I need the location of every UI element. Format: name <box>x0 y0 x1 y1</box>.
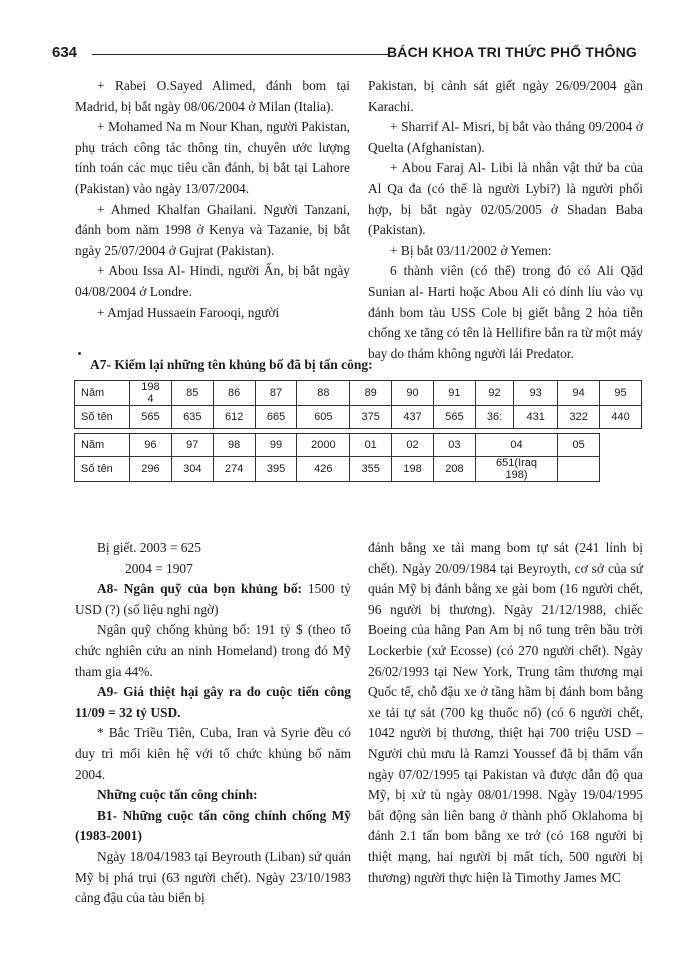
table-cell: 96 <box>130 434 172 457</box>
table-cell: 94 <box>558 381 600 406</box>
heading-a8: A8- Ngân quỹ của bọn khủng bố: <box>97 581 303 597</box>
table-cell: 91 <box>433 381 475 406</box>
bullet-dot <box>78 352 81 355</box>
statistics-table <box>74 380 642 482</box>
table-cell: 86 <box>213 381 255 406</box>
table-cell: 85 <box>171 381 213 406</box>
table-cell: 296 <box>130 457 172 482</box>
table-cell: 90 <box>392 381 434 406</box>
table-cell: 88 <box>297 381 350 406</box>
heading-major-attacks: Những cuộc tấn công chính: <box>97 787 258 803</box>
table-cell: 97 <box>171 434 213 457</box>
bottom-right-column <box>368 538 643 888</box>
bottom-left-column <box>75 538 351 909</box>
table-cell: 431 <box>514 406 558 429</box>
table-cell: 304 <box>171 457 213 482</box>
heading-b1: B1- Những cuộc tấn công chính chống Mỹ (1983-2001) <box>75 807 351 844</box>
paragraph-a8 <box>75 579 351 620</box>
row-label: Số tên <box>75 457 130 482</box>
a8-text: 1500 tỷ USD (?) (số liệu nghi ngờ) <box>75 581 351 617</box>
paragraph: + Amjad Hussaein Farooqi, người <box>97 304 280 320</box>
row-label: Số tên <box>75 406 130 429</box>
table-cell: 355 <box>350 457 392 482</box>
table-cell: 665 <box>255 406 297 429</box>
table-cell: 395 <box>255 457 297 482</box>
year-row <box>75 381 642 406</box>
table-cell: 198 4 <box>130 381 172 406</box>
table-cell: 322 <box>558 406 600 429</box>
paragraph: + Ahmed Khalfan Ghailani. Người Tanzani, đánh bom năm 1998 ở Kenya và Tazanie, bị bắt ngày 25/07/2004 ở Gujrat (Pakistan). <box>75 201 350 258</box>
year-row <box>75 434 642 457</box>
row-label: Năm <box>75 434 130 457</box>
table-cell: 2000 <box>297 434 350 457</box>
top-left-column <box>75 76 350 323</box>
killed-line-2: 2004 = 1907 <box>125 560 193 576</box>
paragraph: + Rabei O.Sayed Alimed, đánh bom tại Madrid, bị bắt ngày 08/06/2004 ở Milan (Italia). <box>75 78 350 114</box>
table-cell: 375 <box>350 406 392 429</box>
table-cell: 93 <box>514 381 558 406</box>
paragraph: đánh bằng xe tải mang bom tự sát (241 lính bị chết). Ngày 20/09/1984 tại Beyroyth, cơ sở của sứ quán Mỹ bị đánh bằng xe gài bom (16 người chết, 96 người bị thương). Ngày 21/12/1988, chiếc Boeing của hãng Pan Am bị nổ tung trên bầu trời Lockerbie (xứ Ecosse) (có 270 người chết). Ngày 26/02/1993 tại New York, Trung tâm thương mại Quốc tế, chỗ đậu xe ở tầng hầm bị đánh bom bằng xe tải tự sát (700 kg thuốc nổ) (có 6 người chết, 1042 người bị thương, thiệt hại 700 triệu USD – Người chủ mưu là Ramzi Youssef đã bị thẩm vấn ngày 07/02/1995 tại Pakistan và được dẫn độ qua Mỹ, bị xử tù ngày 08/01/1998. Ngày 19/04/1995 bất động sản liên bang ở thành phố Oklahoma bị đánh 2.1 tấn bom bằng xe trở (có 168 người bị thiệt mạng, hai người bị mất tích, 500 người bị thương) người thực hiện là Timothy James MC <box>368 540 643 885</box>
table-cell: 95 <box>600 381 642 406</box>
top-right-column <box>368 76 643 364</box>
table-cell: 03 <box>433 434 475 457</box>
paragraph: + Bị bắt 03/11/2002 ở Yemen: <box>390 242 552 258</box>
table-cell: 605 <box>297 406 350 429</box>
table-cell: 01 <box>350 434 392 457</box>
table-cell: 89 <box>350 381 392 406</box>
table-cell: 440 <box>600 406 642 429</box>
killed-line-1: Bị giết. 2003 = 625 <box>97 540 201 555</box>
section-heading-a7: A7- Kiểm lại những tên khủng bố đã bị tấn công: <box>90 357 373 372</box>
table-cell: 04 <box>475 434 557 457</box>
heading-a9: A9- Giá thiệt hại gây ra do cuộc tiến công 11/09 = 32 tỷ USD. <box>75 684 351 720</box>
table-cell: 565 <box>130 406 172 429</box>
row-label: Năm <box>75 381 130 406</box>
table-cell: 92 <box>475 381 513 406</box>
table-cell: 36: <box>475 406 513 429</box>
paragraph: + Abou Faraj Al- Libi là nhân vật thứ ba của Al Qa đa (có thể là người Lybi?) là người phối hợp, bị bắt ngày 02/05/2005 ở Shadan Baba (Pakistan). <box>368 160 643 238</box>
table-cell: 437 <box>392 406 434 429</box>
table-cell: 565 <box>433 406 475 429</box>
table-cell: 198 <box>392 457 434 482</box>
running-title: BÁCH KHOA TRI THỨC PHỔ THÔNG <box>386 44 637 60</box>
paragraph: Ngân quỹ chống khủng bố: 191 tỷ $ (theo tổ chức nghiên cứu an ninh Homeland) trong đó Mỹ tham gia 44%. <box>75 622 351 679</box>
table-cell: 99 <box>255 434 297 457</box>
paragraph: Pakistan, bị cảnh sát giết ngày 26/09/2004 gần Karachi. <box>368 78 643 114</box>
count-row <box>75 406 642 429</box>
table-cell: 635 <box>171 406 213 429</box>
paragraph: + Sharrif Al- Misri, bị bắt vào tháng 09/2004 ở Quelta (Afghanistan). <box>368 119 643 155</box>
table-cell: 612 <box>213 406 255 429</box>
paragraph: Ngày 18/04/1983 tại Beyrouth (Liban) sứ quán Mỹ bị phá trụi (63 người chết). Ngày 23/10/1983 cảng đậu của tàu biển bị <box>75 848 351 906</box>
count-row <box>75 457 642 482</box>
table-cell: 208 <box>433 457 475 482</box>
paragraph: * Bắc Triều Tiên, Cuba, Iran và Syrie đều có duy trì mối kiên hệ với tổ chức khủng bố năm 2004. <box>75 725 351 782</box>
table-cell: 87 <box>255 381 297 406</box>
table-cell: 274 <box>213 457 255 482</box>
paragraph: + Mohamed Na m Nour Khan, người Pakistan, phụ trách công tác thông tin, chuyên ước lượng tính toán các mục tiêu cần đánh, bị bắt tại Lahore (Pakistan) vào ngày 13/07/2004. <box>75 119 350 196</box>
table-cell <box>558 457 600 482</box>
table-cell: 05 <box>558 434 600 457</box>
paragraph: 6 thành viên (có thể) trong đó có Ali Qặd Sunian al- Harti hoặc Abou Ali có dính líu vào vụ đánh bom tàu USS Cole bị giết bằng 2 hỏa tiễn chống xe tăng có tên là Hellifire bắn ra từ một máy bay do thám không người lái Predator. <box>368 263 643 361</box>
table-cell: 02 <box>392 434 434 457</box>
header-rule <box>92 54 389 55</box>
paragraph: + Abou Issa Al- Hindi, người Ấn, bị bắt ngày 04/08/2004 ở Londre. <box>75 263 350 299</box>
page-number: 634 <box>52 44 78 61</box>
table-cell: 426 <box>297 457 350 482</box>
table-cell: 98 <box>213 434 255 457</box>
table-cell: 651(Iraq 198) <box>475 457 557 482</box>
page-header <box>52 44 637 64</box>
